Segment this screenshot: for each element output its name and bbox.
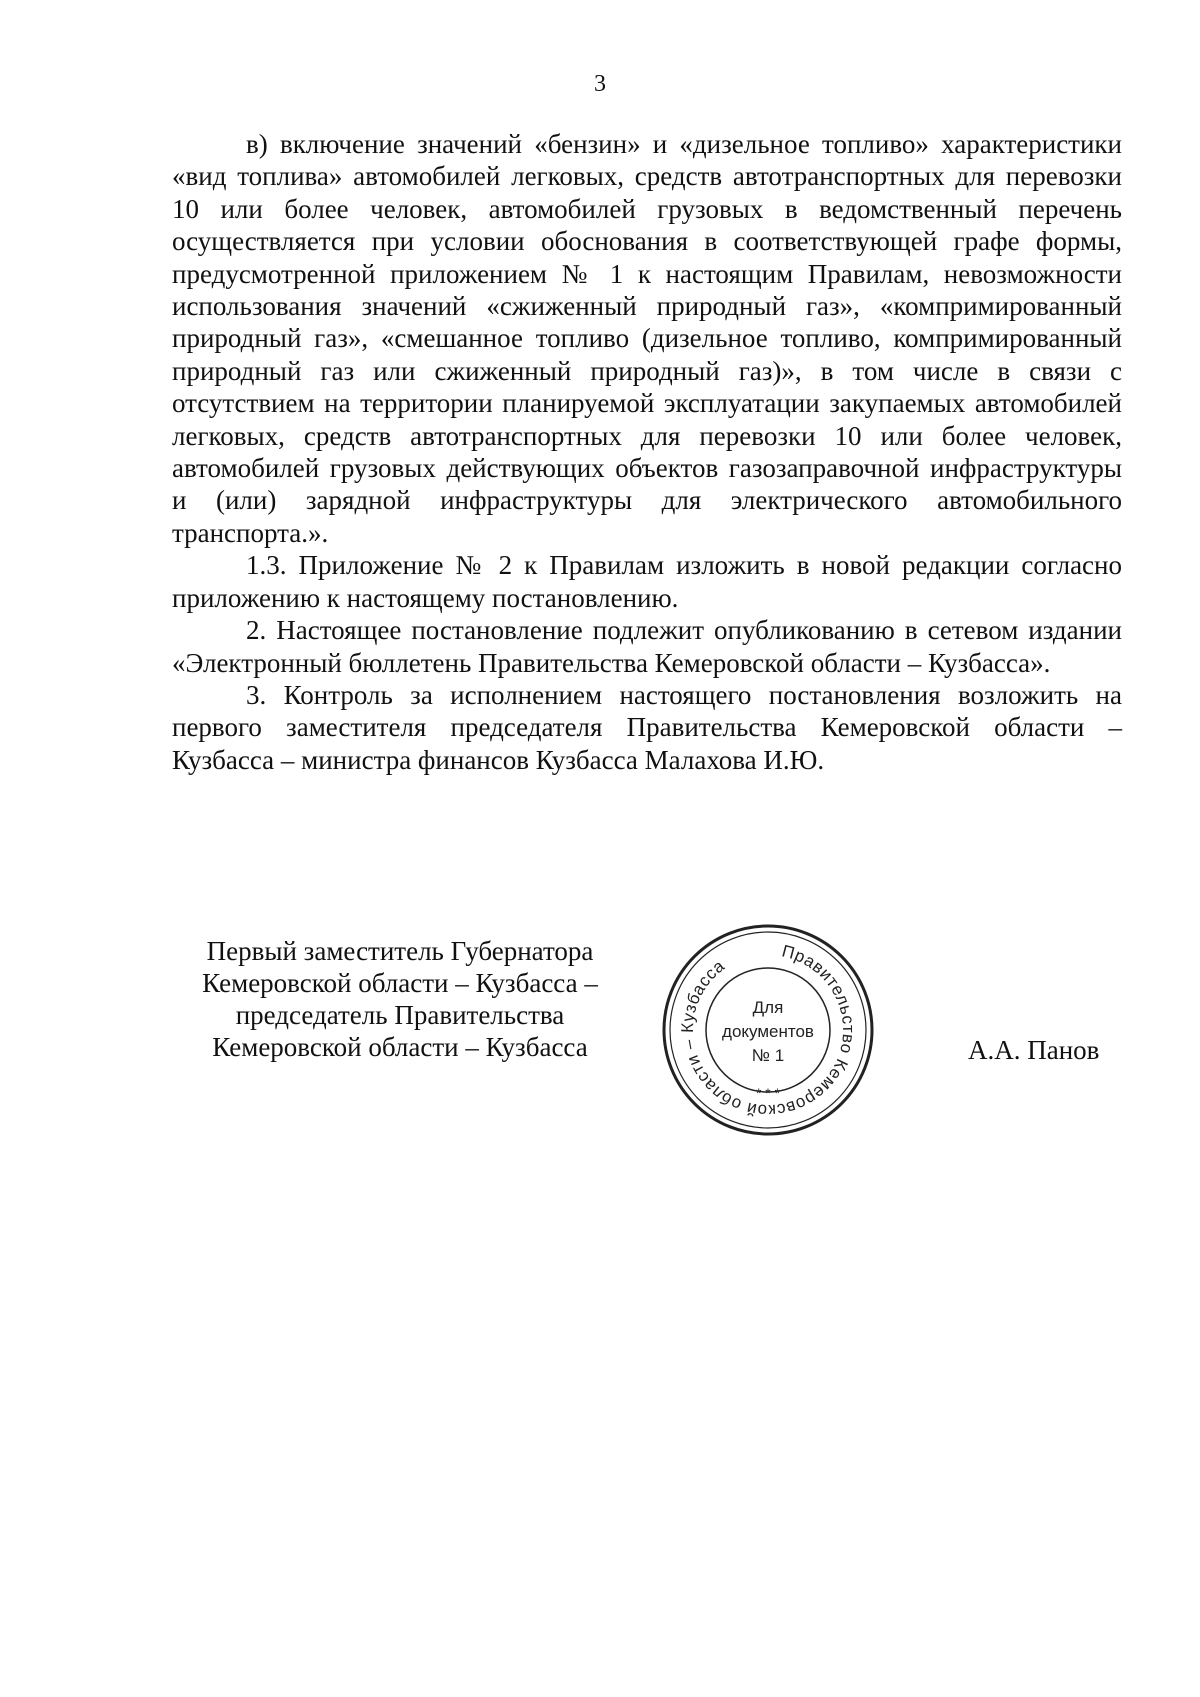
paragraph-subitem-v: в) включение значений «бензин» и «дизельное топливо» характеристики «вид топлива» автомобилей легковых, средств автотранспортных для перевозки 10 или более человек, автомобилей грузовых в ведомственный перечень осуществляется при условии обоснования в соответствующей графе формы, предусмотренной приложением № 1 к настоящим Правилам, невозможности использования значений «сжиженный природный газ», «компримированный природный газ», «смешанное топливо (дизельное топливо, компримированный природный газ или сжиженный природный газ)», в том числе в связи с отсутствием на территории планируемой эксплуатации закупаемых автомобилей легковых, средств автотранспортных для перевозки 10 или более человек, автомобилей грузовых действующих объектов газозаправочной инфраструктуры и (или) зарядной инфраструктуры для электрического автомобильного транспорта.». [172,129,1122,548]
stamp-center-line: № 1 [751,1046,785,1065]
signatory-position-line: Кемеровской области – Кузбасса [212,1032,588,1062]
stamp-ring-text: Правительство Кемеровской области – Кузбасса [677,941,859,1121]
signatory-name: А.А. Панов [968,1035,1100,1065]
stamp-graphic [658,920,878,1140]
stamp-center-line: документов [722,1022,814,1041]
stamp-stars: * * * [755,1085,781,1101]
paragraph-2: 2. Настоящее постановление подлежит опубликованию в сетевом издании «Электронный бюллетень Правительства Кемеровской области – Кузбасса». [172,615,1122,678]
paragraph-1-3: 1.3. Приложение № 2 к Правилам изложить в новой редакции согласно приложению к настоящему постановлению. [172,550,1122,613]
paragraph-3: 3. Контроль за исполнением настоящего постановления возложить на первого заместителя председателя Правительства Кемеровской области – Кузбасса – министра финансов Кузбасса Малахова И.Ю. [172,679,1122,775]
signatory-position [160,935,640,1063]
document-body [172,128,1122,776]
signatory-position-line: Первый заместитель Губернатора [206,936,594,966]
stamp-center-line: Для [752,998,784,1017]
signatory-position-line: председатель Правительства [235,1000,565,1030]
official-stamp [658,920,878,1140]
signatory-position-line: Кемеровской области – Кузбасса – [202,968,598,998]
page-number: 3 [594,71,606,97]
